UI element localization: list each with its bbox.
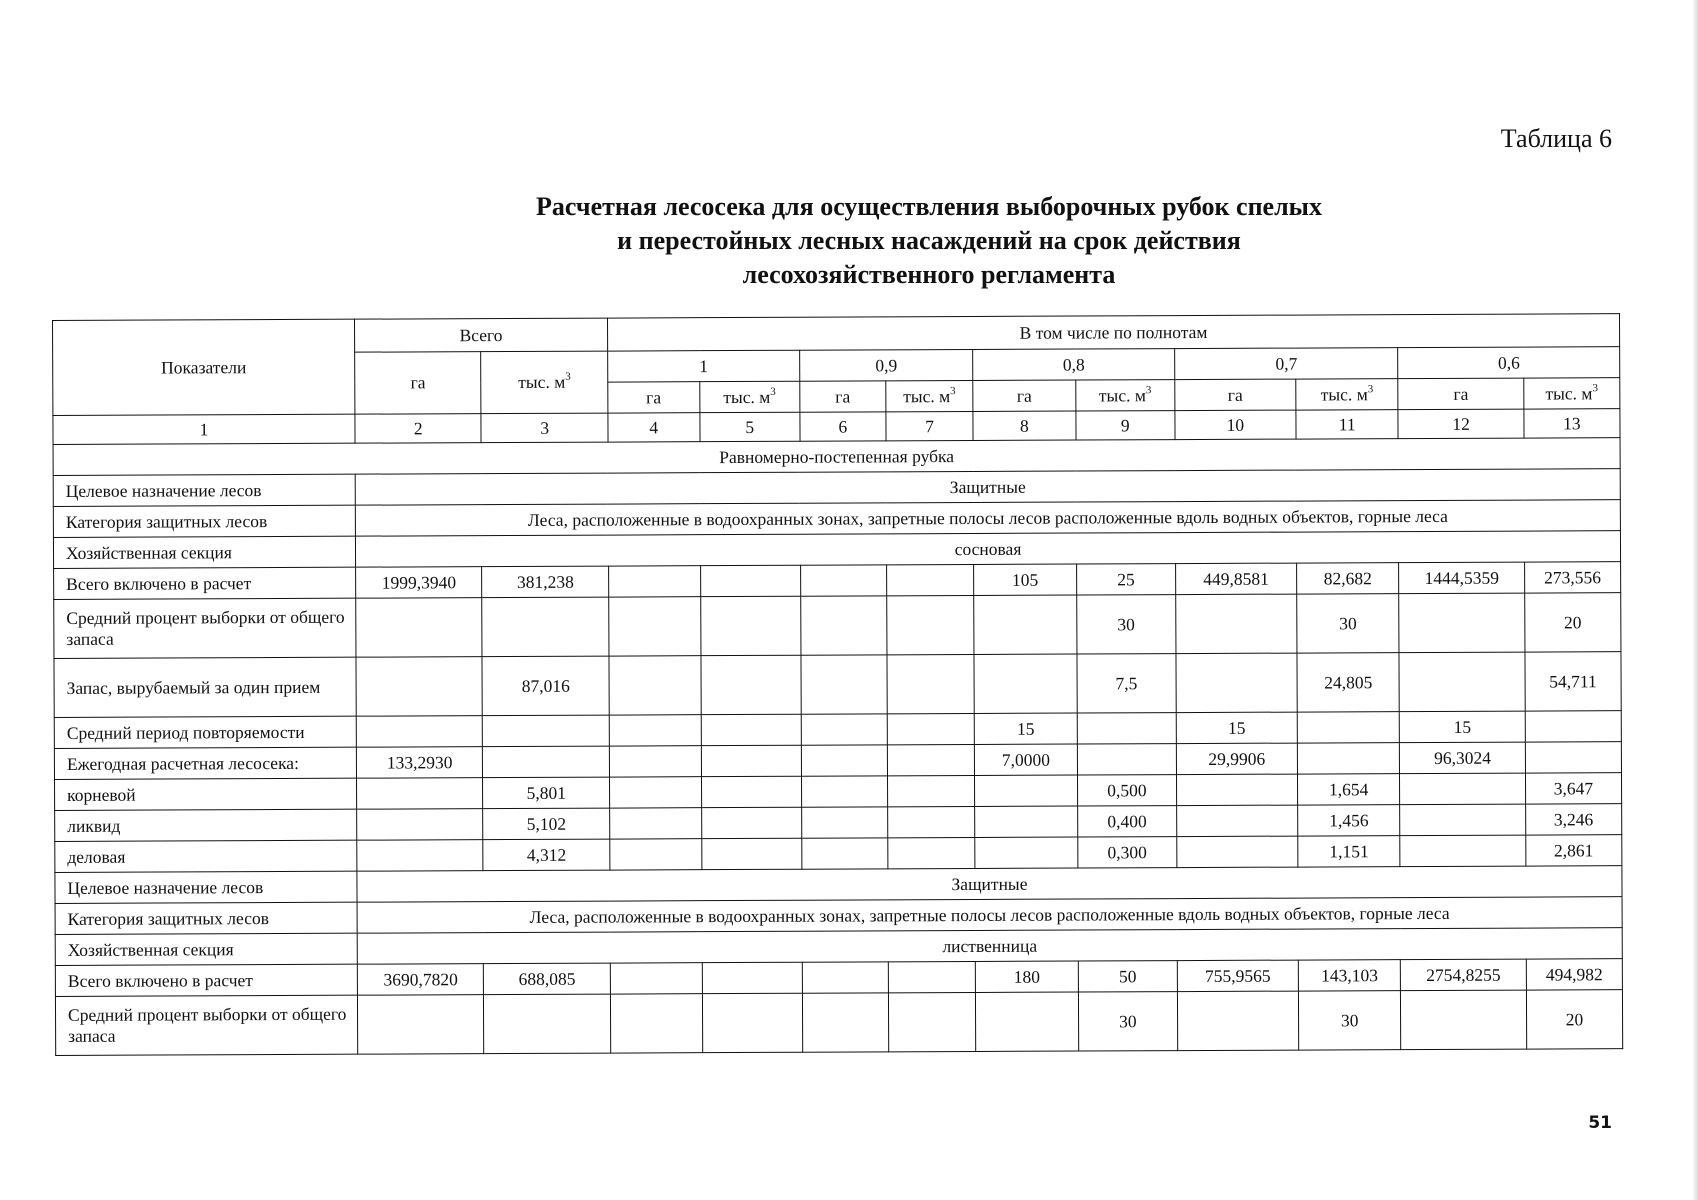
data-cell — [1401, 990, 1527, 1050]
data-cell: 5,102 — [483, 808, 610, 840]
title-line: и перестойных лесных насаждений на срок действия — [617, 226, 1241, 255]
header-unit-vol: тыс. $м^3$ — [699, 381, 799, 412]
data-cell — [701, 776, 801, 807]
header-unit-ha: га — [1175, 379, 1296, 411]
data-cell — [1525, 711, 1621, 742]
column-number: 9 — [1076, 411, 1175, 440]
data-cell — [1400, 804, 1526, 836]
data-cell — [483, 715, 610, 747]
data-cell — [609, 777, 701, 808]
data-cell — [1077, 744, 1176, 775]
column-number: 12 — [1398, 409, 1524, 439]
data-cell — [356, 657, 483, 717]
column-number: 2 — [355, 414, 482, 444]
header-density: 0,6 — [1398, 347, 1620, 379]
data-cell — [976, 992, 1079, 1051]
header-total: Всего — [355, 318, 608, 352]
data-cell: 15 — [974, 713, 1077, 744]
data-cell — [609, 746, 701, 777]
row-label: Всего включено в расчет — [55, 964, 357, 996]
row-label: Запас, вырубаемый за один прием — [54, 657, 356, 717]
row-label: ликвид — [55, 809, 357, 841]
data-cell: 1444,5359 — [1399, 562, 1525, 594]
data-cell: 30 — [1297, 594, 1400, 653]
data-cell — [701, 838, 801, 869]
data-cell — [801, 745, 887, 776]
data-cell — [887, 775, 974, 806]
data-cell: 1,654 — [1297, 774, 1400, 805]
data-cell — [356, 598, 483, 658]
data-cell: 2754,8255 — [1401, 959, 1527, 991]
data-cell — [1400, 773, 1526, 805]
row-label: Категория защитных лесов — [55, 902, 357, 934]
data-cell: 3,246 — [1525, 804, 1621, 835]
data-cell: 381,238 — [482, 566, 609, 598]
document-title — [0, 190, 1698, 292]
data-cell: 273,556 — [1524, 562, 1620, 593]
row-label: Средний период повторяемости — [54, 716, 356, 748]
data-cell — [887, 654, 974, 713]
data-cell — [701, 655, 802, 714]
data-cell: 24,805 — [1297, 653, 1400, 712]
row-label: Всего включено в расчет — [54, 567, 356, 599]
data-cell: 449,8581 — [1175, 563, 1296, 595]
data-row — [55, 990, 1622, 1056]
data-cell: 105 — [974, 564, 1077, 595]
header-by-density: В том числе по полнотам — [607, 314, 1619, 351]
data-cell: 20 — [1525, 593, 1621, 652]
data-cell: 688,085 — [484, 963, 611, 995]
allowable-cut-table — [52, 313, 1623, 1056]
data-cell: 133,2930 — [356, 747, 483, 779]
title-line: Расчетная лесосека для осуществления выборочных рубок спелых — [536, 192, 1322, 221]
data-cell: 15 — [1400, 711, 1526, 743]
data-cell: 5,801 — [483, 777, 610, 809]
cutting-type: Равномерно-постепенная рубка — [53, 438, 1620, 476]
header-density: 0,8 — [973, 349, 1175, 381]
data-cell: 87,016 — [482, 656, 609, 716]
data-cell — [801, 807, 887, 838]
header-density: 0,9 — [799, 349, 972, 381]
data-cell — [483, 746, 610, 778]
data-cell — [700, 565, 800, 596]
data-cell — [1399, 652, 1525, 712]
header-density: 1 — [608, 350, 800, 382]
data-cell — [1077, 713, 1176, 744]
data-cell — [1297, 743, 1400, 774]
data-cell — [610, 963, 702, 994]
data-cell — [702, 962, 802, 993]
row-label: Хозяйственная секция — [55, 933, 357, 965]
data-cell — [609, 597, 701, 656]
data-cell — [887, 564, 974, 595]
data-cell — [1400, 835, 1526, 867]
data-cell — [801, 596, 887, 655]
table-label: Таблица 6 — [1500, 124, 1612, 153]
data-cell — [356, 716, 483, 748]
column-number: 11 — [1296, 410, 1399, 439]
data-cell — [702, 993, 803, 1052]
data-cell — [1177, 991, 1298, 1051]
row-label: Ежегодная расчетная лесосека: — [54, 747, 356, 779]
data-cell — [610, 994, 702, 1053]
title-line: лесохозяйственного регламента — [742, 260, 1116, 289]
header-unit-ha: га — [973, 380, 1076, 411]
info-value: Леса, расположенные в водоохранных зонах, запретные полосы лесов расположенные вдоль водных объектов, горные леса — [355, 500, 1620, 537]
header-indicator: Показатели — [53, 319, 355, 415]
data-cell — [888, 837, 975, 868]
data-cell: 3690,7820 — [357, 964, 484, 996]
data-cell — [484, 994, 611, 1054]
data-cell — [701, 807, 801, 838]
data-cell — [609, 656, 701, 715]
data-cell — [1176, 594, 1297, 654]
column-number: 6 — [800, 412, 886, 441]
data-cell — [801, 714, 887, 745]
scan-edge — [1692, 0, 1698, 1200]
header-unit-vol: тыс. $м^3$ — [1296, 379, 1399, 410]
header-unit-ha: га — [355, 352, 482, 415]
info-value: Защитные — [355, 469, 1620, 506]
data-cell: 4,312 — [483, 839, 610, 871]
data-cell — [801, 776, 887, 807]
info-value: сосновая — [355, 531, 1620, 568]
data-cell — [1297, 712, 1400, 743]
column-number: 8 — [973, 411, 1076, 440]
data-cell — [609, 715, 701, 746]
data-cell: 3,647 — [1525, 773, 1621, 804]
data-cell: 29,9906 — [1176, 743, 1297, 775]
info-value: лиственница — [357, 928, 1622, 965]
header-unit-ha: га — [1398, 378, 1524, 410]
data-cell — [802, 962, 888, 993]
data-cell: 82,682 — [1296, 563, 1399, 594]
data-cell — [1525, 742, 1621, 773]
page-number: 51 — [1588, 1113, 1612, 1133]
data-cell — [609, 566, 701, 597]
column-number: 10 — [1175, 410, 1296, 440]
data-cell — [357, 809, 484, 841]
data-cell: 15 — [1176, 712, 1297, 744]
data-cell: 494,982 — [1526, 959, 1622, 990]
data-cell — [974, 654, 1077, 713]
data-cell: 2,861 — [1526, 835, 1622, 866]
data-row — [54, 593, 1621, 659]
column-number: 4 — [608, 413, 700, 442]
column-number: 5 — [699, 412, 799, 441]
data-cell: 1,151 — [1298, 836, 1401, 867]
data-cell — [801, 655, 887, 714]
data-cell — [887, 744, 974, 775]
data-cell: 25 — [1076, 564, 1175, 595]
data-cell — [802, 838, 888, 869]
header-unit-vol: тыс. $м^3$ — [481, 351, 608, 414]
data-cell: 96,3024 — [1400, 742, 1526, 774]
column-number: 3 — [481, 413, 608, 443]
row-label: Хозяйственная секция — [53, 536, 355, 568]
row-label: деловая — [55, 840, 357, 872]
data-cell — [1177, 836, 1298, 868]
data-cell — [700, 596, 801, 655]
row-label: Целевое назначение лесов — [53, 474, 355, 506]
data-cell: 7,0000 — [975, 744, 1078, 775]
data-cell: 0,500 — [1077, 775, 1176, 806]
data-cell — [610, 808, 702, 839]
data-row — [54, 652, 1621, 718]
data-cell — [802, 993, 888, 1052]
row-label: Средний процент выборки от общего запаса — [55, 995, 357, 1055]
data-cell: 1999,3940 — [356, 567, 483, 599]
header-unit-vol: тыс. $м^3$ — [886, 380, 973, 411]
column-number: 13 — [1524, 409, 1620, 438]
data-cell — [701, 745, 801, 776]
row-label: Категория защитных лесов — [53, 505, 355, 537]
data-cell — [800, 565, 886, 596]
data-cell — [610, 839, 702, 870]
data-cell: 50 — [1078, 961, 1177, 992]
data-cell — [888, 961, 975, 992]
data-cell — [1399, 593, 1525, 653]
data-cell: 20 — [1526, 990, 1622, 1049]
data-cell — [975, 775, 1078, 806]
data-cell — [482, 597, 609, 657]
data-cell: 0,300 — [1077, 837, 1176, 868]
header-unit-ha: га — [608, 382, 700, 413]
data-cell — [887, 713, 974, 744]
data-cell — [887, 595, 974, 654]
data-cell: 755,9565 — [1177, 960, 1298, 992]
row-label: корневой — [55, 778, 357, 810]
data-cell: 7,5 — [1077, 654, 1176, 713]
data-cell: 180 — [976, 961, 1079, 992]
info-value: Защитные — [357, 866, 1622, 903]
data-cell: 54,711 — [1525, 652, 1621, 711]
data-cell — [1176, 774, 1297, 806]
column-number: 1 — [53, 414, 355, 444]
data-cell — [357, 778, 484, 810]
header-unit-vol: тыс. $м^3$ — [1075, 380, 1174, 411]
info-value: Леса, расположенные в водоохранных зонах, запретные полосы лесов расположенные вдоль водных объектов, горные леса — [357, 897, 1622, 934]
row-label: Целевое назначение лесов — [55, 871, 357, 903]
data-cell — [975, 837, 1078, 868]
column-number: 7 — [886, 411, 973, 440]
data-cell — [888, 806, 975, 837]
header-density: 0,7 — [1175, 348, 1399, 380]
row-label: Средний процент выборки от общего запаса — [54, 598, 356, 658]
data-cell — [1176, 653, 1297, 713]
data-cell: 30 — [1298, 991, 1401, 1050]
data-cell — [357, 840, 484, 872]
data-cell: 1,456 — [1298, 805, 1401, 836]
data-cell — [1177, 805, 1298, 837]
data-cell — [974, 595, 1077, 654]
data-cell — [888, 992, 975, 1051]
header-unit-ha: га — [800, 381, 886, 412]
data-cell: 143,103 — [1298, 960, 1401, 991]
data-cell: 30 — [1076, 595, 1175, 654]
data-cell — [701, 714, 801, 745]
data-cell — [975, 806, 1078, 837]
header-unit-vol: тыс. $м^3$ — [1524, 378, 1620, 409]
data-cell: 0,400 — [1077, 806, 1176, 837]
data-cell: 30 — [1078, 992, 1177, 1051]
table-container — [52, 313, 1623, 1056]
data-cell — [357, 995, 484, 1055]
